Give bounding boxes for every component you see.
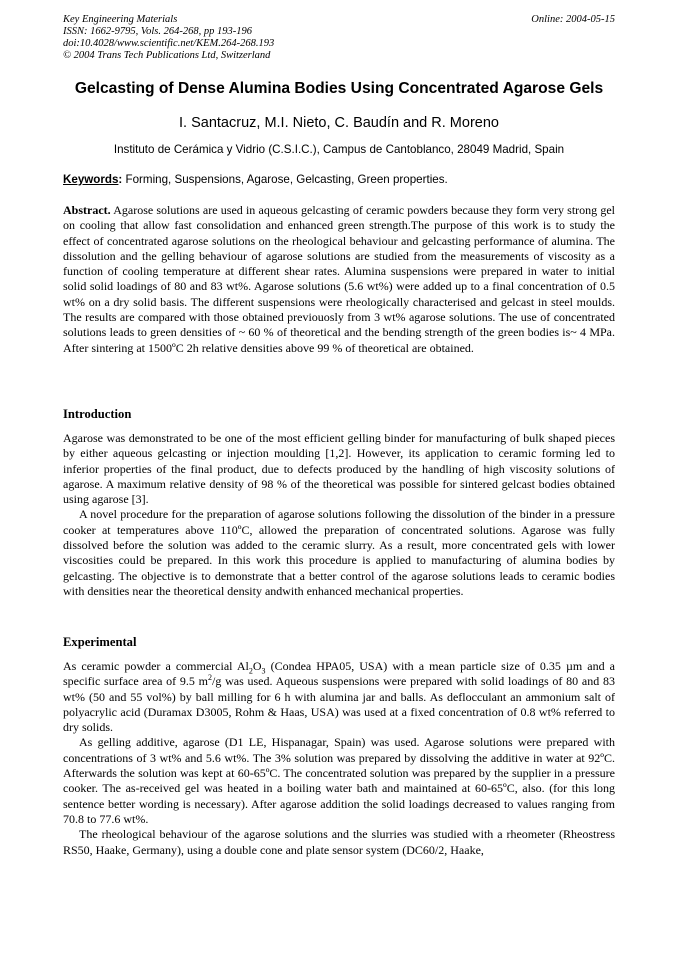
- introduction-body: [63, 431, 615, 599]
- keywords: Keywords: Forming, Suspensions, Agarose, Gelcasting, Green properties.: [63, 173, 448, 186]
- keywords-label: Keywords: [63, 173, 119, 186]
- online-date: [531, 14, 615, 26]
- experimental-paragraph-3: The rheological behaviour of the agarose solutions and the slurries was studied with a rheometer (Rheostress RS50, Haake, Germany), using a double cone and plate sensor system (DC60/2, Haake,: [63, 827, 615, 857]
- copyright-line: © 2004 Trans Tech Publications Ltd, Switzerland: [63, 50, 271, 61]
- online-date-text: Online: 2004-05-15: [531, 14, 615, 25]
- keywords-text: Forming, Suspensions, Agarose, Gelcasting, Green properties.: [125, 173, 448, 186]
- exp-p1-part-a: As ceramic powder a commercial Al: [63, 659, 249, 673]
- exp-p1-part-d: /g was used. Aqueous suspensions were prepared with solid loadings of 80 and 83 wt% (50 and 55 vol%) by ball milling for 6 h with alumina jar and balls. As deflocculant an ammonium salt of polyacrylic acid (Duramax D3005, Rohm & Haas, USA) was used at a fixed concentration of 0.8 wt% referred to dry solids.: [63, 674, 615, 735]
- introduction-heading: Introduction: [63, 407, 132, 421]
- paper-title: Gelcasting of Dense Alumina Bodies Using Concentrated Agarose Gels: [74, 80, 604, 97]
- subscript-3: 3: [261, 666, 266, 676]
- exp-p1-part-b: O: [252, 659, 262, 673]
- exp-p1-part-c: (Condea HPA05, USA) with a mean particle size of 0.35 µm and a specific surface area of 9.5 m: [63, 659, 616, 689]
- superscript-2: 2: [208, 673, 212, 683]
- introduction-paragraph-1: Agarose was demonstrated to be one of the most efficient gelling binder for manufacturing of bulk shaped pieces by either aqueous gelcasting or injection moulding [1,2]. However, its application to ceramic forming led to inferior properties of the final product, due to defects produced by the handling of high viscosity solutions of agarose. A maximum relative density of 98 % of the theoretical was possible for sintered gelcast bodies obtained using agarose [3].: [63, 431, 615, 507]
- introduction-paragraph-2: A novel procedure for the preparation of agarose solutions following the dissolution of the binder in a pressure cooker at temperatures above 110ºC, allowed the preparation of concentrated solutions. Agarose was fully dissolved before the solution was added to the ceramic slurry. As a result, more concentrated gels with lower viscosities could be prepared. In this work this procedure is applied to manufacturing of alumina bodies by gelcasting. The objective is to demonstrate that a better control of the agarose solutions leads to ceramic bodies with densities near the theoretical density andwith enhanced mechanical properties.: [63, 507, 615, 598]
- subscript-2: 2: [248, 666, 253, 676]
- abstract-text: Agarose solutions are used in aqueous gelcasting of ceramic powders because they form very strong gel on cooling that allow fast consolidation and enhanced green strength.The purpose of this work is to study the effect of concentrated agarose solutions on the rheological behaviour and gelcasting performance of alumina. The dissolution and the gelling behaviour of agarose solutions are studied from the measurements of viscosity as a function of cooling temperature at different shear rates. Alumina suspensions were prepared in water to initial solid solid loadings of 80 and 83 wt%. Agarose solutions (5.6 wt%) were added up to a final concentration of 0.5 wt% on a dry solid basis. The different suspensions were rheologically characterised and gelcast in steel moulds. The results are compared with those obtained previouosly from 3 wt% agarose solutions. The use of concentrated solutions leads to green densities of ~ 60 % of theoretical and the bending strength of the green bodies is~ 4 MPa. After sintering at 1500ºC 2h relative densities above 99 % of theoretical are obtained.: [63, 203, 616, 355]
- journal-name: Key Engineering Materials: [63, 14, 178, 25]
- affiliation: Instituto de Cerámica y Vidrio (C.S.I.C.), Campus de Cantoblanco, 28049 Madrid, Spain: [113, 143, 565, 156]
- authors: I. Santacruz, M.I. Nieto, C. Baudín and R. Moreno: [179, 115, 499, 131]
- journal-header: [63, 14, 274, 62]
- experimental-heading: Experimental: [63, 635, 137, 649]
- abstract: [63, 203, 615, 356]
- doi-line: doi:10.4028/www.scientific.net/KEM.264-268.193: [63, 38, 275, 49]
- experimental-paragraph-1: [63, 659, 615, 735]
- issn-line: ISSN: 1662-9795, Vols. 264-268, pp 193-196: [63, 26, 252, 37]
- experimental-paragraph-2: As gelling additive, agarose (D1 LE, Hispanagar, Spain) was used. Agarose solutions were prepared with concentrations of 3 wt% and 5.6 wt%. The 3% solution was prepared by dissolving the additive in water at 92ºC. Afterwards the solution was kept at 60-65ºC. The concentrated solution was prepared by the supplier in a pressure cooker. The as-received gel was heated in a boiling water bath and maintained at 60-65ºC, also. (for this long sentence better wording is necessary). After agarose addition the solid loadings decreased to values ranging from 70.8 to 77.6 wt%.: [63, 735, 615, 826]
- experimental-body: [63, 659, 615, 858]
- abstract-label: Abstract.: [63, 203, 111, 217]
